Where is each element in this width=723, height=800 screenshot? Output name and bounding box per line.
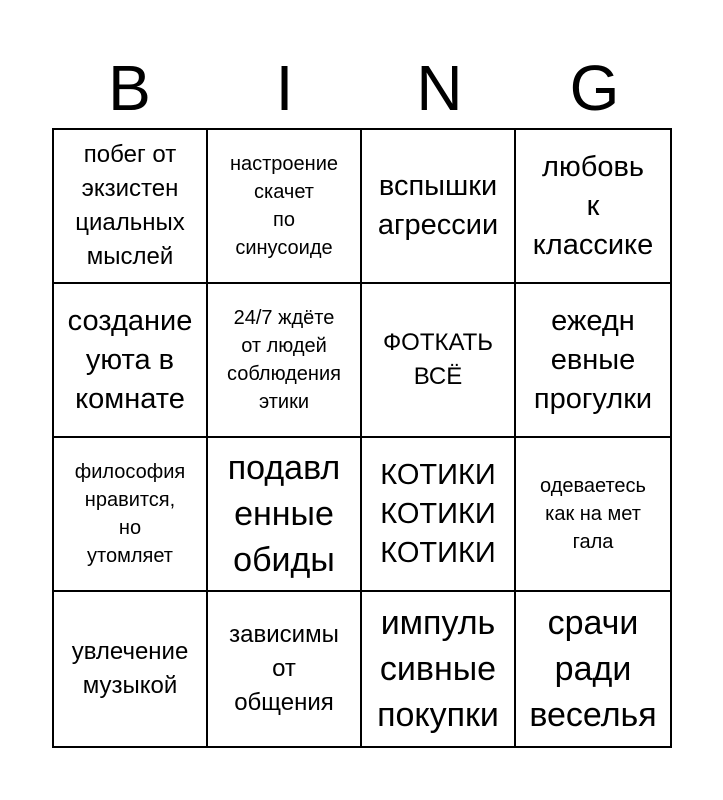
cell-label: импуль сивные покупки: [377, 604, 499, 734]
bingo-cell-r1c4[interactable]: [516, 130, 670, 284]
bingo-cell-r4c4[interactable]: [516, 592, 670, 746]
cell-label: настроение скачет по синусоиде: [229, 153, 339, 259]
cell-label: философия нравится, но утомляет: [74, 461, 186, 567]
bingo-cell-r1c1[interactable]: [54, 130, 208, 284]
cell-label: ФОТКАТЬ ВСЁ: [382, 329, 494, 390]
cell-label: создание уюта в комнате: [67, 304, 193, 415]
cell-label: зависимы от общения: [229, 621, 339, 716]
bingo-cell-r2c1[interactable]: [54, 284, 208, 438]
bingo-cell-r4c2[interactable]: [208, 592, 362, 746]
header-letter-n: N: [416, 52, 463, 124]
cell-label: увлечение музыкой: [71, 638, 189, 699]
bingo-cell-r4c1[interactable]: [54, 592, 208, 746]
header-letter-i: I: [275, 52, 294, 124]
cell-label: подавл енные обиды: [227, 449, 341, 579]
bingo-cell-r3c4[interactable]: [516, 438, 670, 592]
bingo-cell-r1c3[interactable]: [362, 130, 516, 284]
bingo-cell-r3c1[interactable]: [54, 438, 208, 592]
cell-label: побег от экзистен циальных мыслей: [75, 141, 185, 270]
cell-label: любовь к классике: [532, 150, 654, 261]
cell-label: 24/7 ждёте от людей соблюдения этики: [227, 307, 341, 413]
bingo-cell-r2c3[interactable]: [362, 284, 516, 438]
bingo-header: [52, 48, 672, 128]
cell-label: ежедн евные прогулки: [533, 304, 653, 415]
bingo-cell-r4c3[interactable]: [362, 592, 516, 746]
bingo-cell-r1c2[interactable]: [208, 130, 362, 284]
header-letter-b: B: [108, 52, 151, 124]
bingo-grid: [52, 128, 672, 748]
cell-label: вспышки агрессии: [377, 170, 499, 241]
header-letter-g: G: [569, 52, 620, 124]
bingo-cell-r3c2[interactable]: [208, 438, 362, 592]
cell-label: срачи ради веселья: [529, 604, 657, 734]
cell-label: КОТИКИ КОТИКИ КОТИКИ: [380, 458, 496, 569]
bingo-cell-r2c4[interactable]: [516, 284, 670, 438]
bingo-cell-r3c3[interactable]: [362, 438, 516, 592]
bingo-cell-r2c2[interactable]: [208, 284, 362, 438]
cell-label: одеваетесь как на мет гала: [540, 475, 646, 553]
